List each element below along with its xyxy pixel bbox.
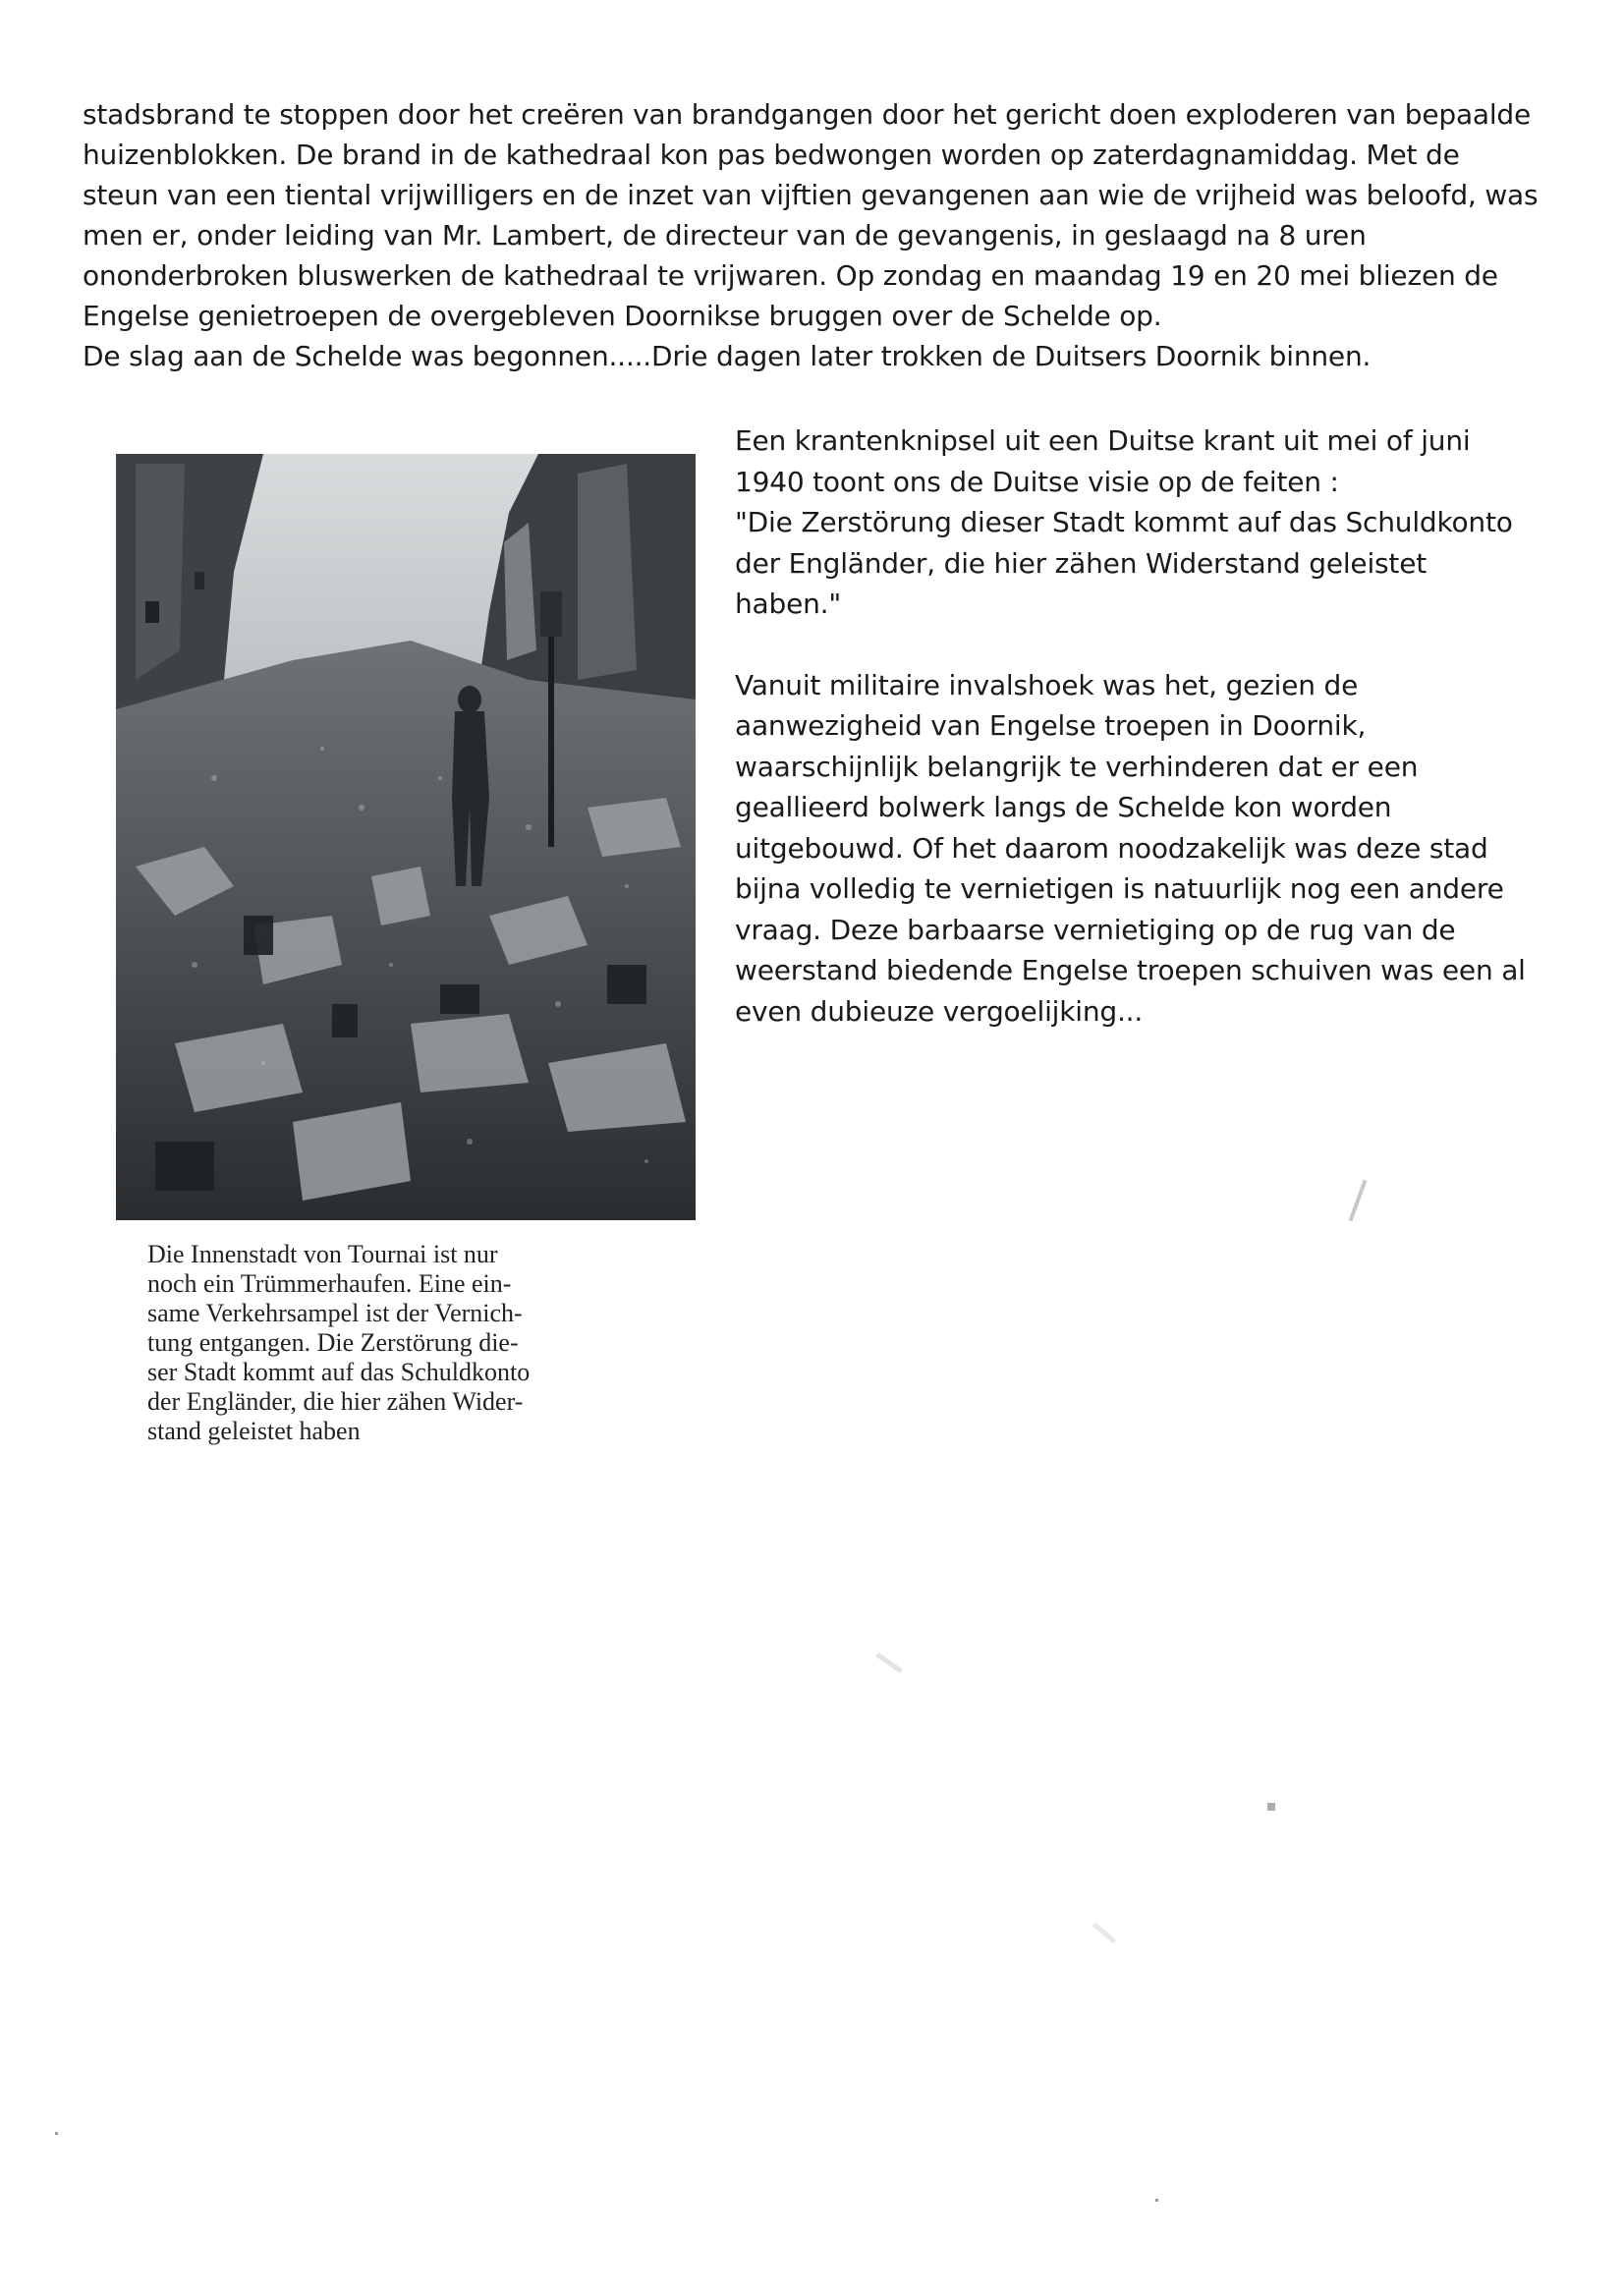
newspaper-photo	[116, 454, 696, 1220]
photo-caption: Die Innenstadt von Tournai ist nur noch ein Trümmerhaufen. Eine ein- same Verkehrsampel ist der Vernich- tung entgangen. Die Zerstörung die- ser Stadt kommt auf das Schuldkonto der Engländer, die hier zähen Wider- stand geleistet haben	[147, 1240, 531, 1445]
scan-mark	[875, 1652, 902, 1673]
scan-mark	[1267, 1803, 1275, 1811]
intro-section	[83, 94, 1546, 376]
intro-paragraph: stadsbrand te stoppen door het creëren van brandgangen door het gericht doen exploderen van bepaalde huizenblokken. De brand in de kathedraal kon pas bedwongen worden op zaterdagnamiddag. Met de steun van een tiental vrijwilligers en de inzet van vijftien gevangenen aan wie de vrijheid was beloofd, was men er, onder leiding van Mr. Lambert, de directeur van de gevangenis, in geslaagd na 8 uren ononderbroken bluswerken de kathedraal te vrijwaren. Op zondag en maandag 19 en 20 mei bliezen de Engelse genietroepen de overgebleven Doornikse bruggen over de Schelde op. De slag aan de Schelde was begonnen.....Drie dagen later trokken de Duitsers Doornik binnen.	[83, 98, 1539, 372]
rubble-street-photo	[116, 454, 696, 1220]
scan-mark	[1155, 2199, 1158, 2202]
analysis-paragraph: Vanuit militaire invalshoek was het, gezien de aanwezigheid van Engelse troepen in Doornik, waarschijnlijk belangrijk te verhinderen dat er een geallieerd bolwerk langs de Schelde kon worden uitgebouwd. Of het daarom noodzakelijk was deze stad bijna volledig te vernietigen is natuurlijk nog een andere vraag. Deze barbaarse vernietiging op de rug van de weerstand biedende Engelse troepen schuiven was een al even dubieuze vergoelijking...	[735, 668, 1526, 1028]
scan-mark	[1092, 1923, 1117, 1944]
scan-mark	[1349, 1180, 1368, 1222]
clipping-intro-paragraph: Een krantenknipsel uit een Duitse krant uit mei of juni 1940 toont ons de Duitse visie op de feiten : "Die Zerstörung dieser Stadt kommt auf das Schuldkonto der Engländer, die hier zähen Widerstand geleistet haben."	[735, 424, 1513, 620]
right-column	[735, 420, 1540, 1072]
scan-mark	[55, 2132, 58, 2135]
